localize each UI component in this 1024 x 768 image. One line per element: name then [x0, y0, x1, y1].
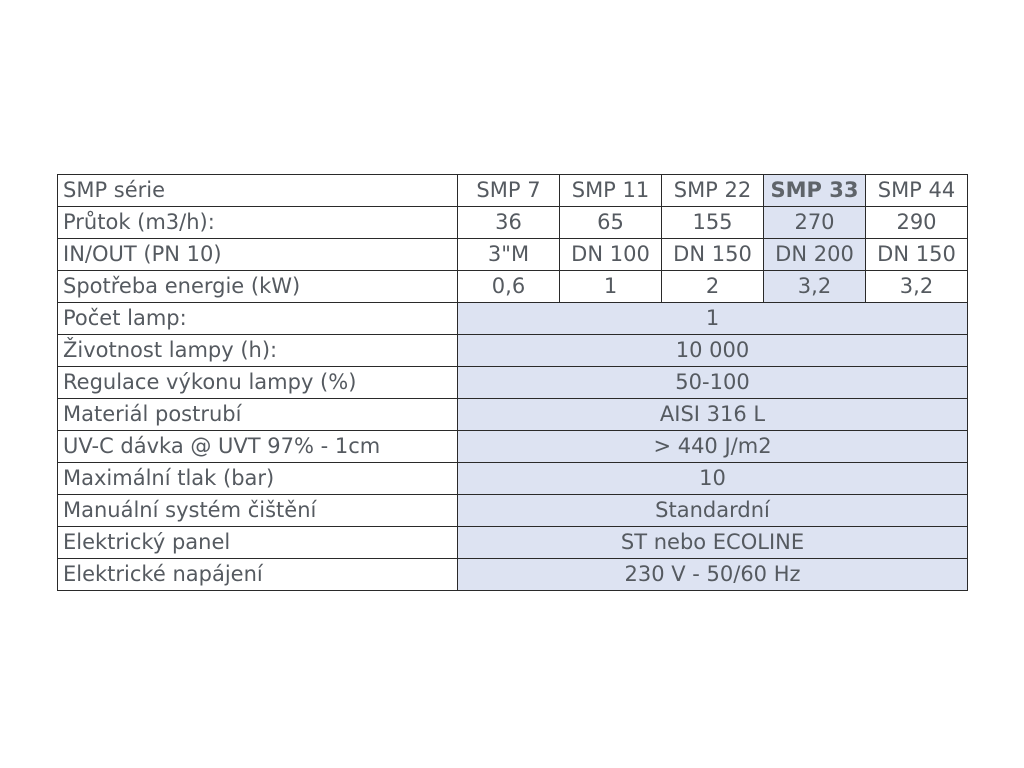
- table-cell: 50-100: [458, 367, 968, 399]
- table-row: [58, 367, 968, 399]
- table-cell: 0,6: [458, 271, 560, 303]
- table-row: [58, 431, 968, 463]
- table-cell: 3,2: [764, 271, 866, 303]
- table-cell: 10 000: [458, 335, 968, 367]
- table-cell: Standardní: [458, 495, 968, 527]
- table-cell: 155: [662, 207, 764, 239]
- table-cell: DN 150: [662, 239, 764, 271]
- row-label: Spotřeba energie (kW): [58, 271, 458, 303]
- table-row: [58, 335, 968, 367]
- table-row: [58, 527, 968, 559]
- table-cell: AISI 316 L: [458, 399, 968, 431]
- row-label: Životnost lampy (h):: [58, 335, 458, 367]
- table-row: [58, 303, 968, 335]
- table-cell: 270: [764, 207, 866, 239]
- model-header-smp11: SMP 11: [560, 175, 662, 207]
- table-row: [58, 495, 968, 527]
- row-label: Maximální tlak (bar): [58, 463, 458, 495]
- table-row: [58, 239, 968, 271]
- table-cell: ST nebo ECOLINE: [458, 527, 968, 559]
- table-cell: 36: [458, 207, 560, 239]
- table-row: [58, 399, 968, 431]
- row-label: Počet lamp:: [58, 303, 458, 335]
- table-cell: > 440 J/m2: [458, 431, 968, 463]
- table-cell: 2: [662, 271, 764, 303]
- model-header-smp22: SMP 22: [662, 175, 764, 207]
- table-cell: 3"M: [458, 239, 560, 271]
- row-label: IN/OUT (PN 10): [58, 239, 458, 271]
- row-label: Manuální systém čištění: [58, 495, 458, 527]
- table-cell: 1: [458, 303, 968, 335]
- header-row: [58, 175, 968, 207]
- table-row: [58, 559, 968, 591]
- table-cell: DN 150: [866, 239, 968, 271]
- spec-table: [57, 174, 968, 591]
- table-cell: 10: [458, 463, 968, 495]
- table-row: [58, 271, 968, 303]
- row-label: Materiál postrubí: [58, 399, 458, 431]
- row-label: Elektrické napájení: [58, 559, 458, 591]
- model-header-smp33: SMP 33: [764, 175, 866, 207]
- table-cell: 3,2: [866, 271, 968, 303]
- table-row: [58, 463, 968, 495]
- model-header-smp44: SMP 44: [866, 175, 968, 207]
- table-cell: DN 200: [764, 239, 866, 271]
- row-label: UV-C dávka @ UVT 97% - 1cm: [58, 431, 458, 463]
- model-header-smp7: SMP 7: [458, 175, 560, 207]
- row-label: Elektrický panel: [58, 527, 458, 559]
- table-cell: DN 100: [560, 239, 662, 271]
- row-label: Regulace výkonu lampy (%): [58, 367, 458, 399]
- series-label: SMP série: [58, 175, 458, 207]
- table-cell: 1: [560, 271, 662, 303]
- table-cell: 65: [560, 207, 662, 239]
- table-row: [58, 207, 968, 239]
- table-cell: 290: [866, 207, 968, 239]
- row-label: Průtok (m3/h):: [58, 207, 458, 239]
- table-cell: 230 V - 50/60 Hz: [458, 559, 968, 591]
